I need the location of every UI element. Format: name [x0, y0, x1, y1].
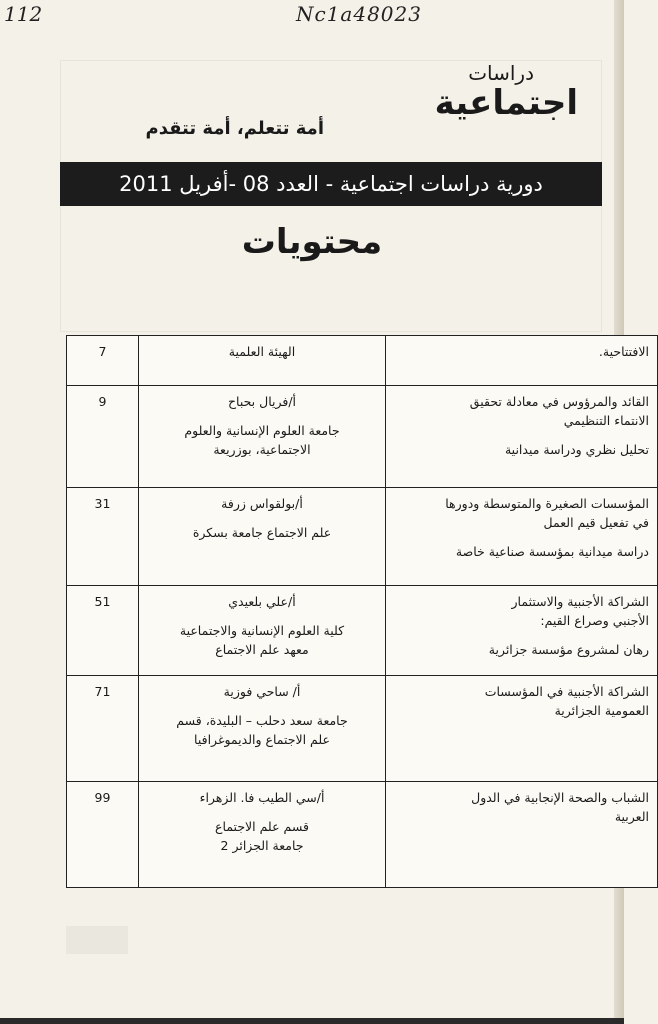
article-title-line: العمومية الجزائرية	[554, 703, 649, 718]
author-affiliation: الاجتماعية، بوزريعة	[213, 442, 311, 457]
table-row	[67, 676, 658, 782]
author-cell	[139, 676, 386, 782]
article-title-line: الأجنبي وصراع القيم:	[540, 613, 649, 628]
page-number: 71	[67, 676, 139, 782]
author-affiliation: معهد علم الاجتماع	[215, 642, 309, 657]
article-title-line: المؤسسات الصغيرة والمتوسطة ودورها	[445, 496, 649, 511]
page-bottom-edge	[0, 1018, 624, 1024]
article-title-line: الشراكة الأجنبية والاستثمار	[511, 594, 649, 609]
author-cell	[139, 488, 386, 586]
page-number: 9	[67, 386, 139, 488]
table-row	[67, 386, 658, 488]
handwritten-page-mark: 112	[4, 2, 43, 26]
issue-banner-text: دورية دراسات اجتماعية - العدد 08 -أفريل 2011	[119, 172, 543, 196]
page-number: 51	[67, 586, 139, 676]
article-title-cell	[386, 488, 658, 586]
author-affiliation: جامعة الجزائر 2	[220, 838, 304, 853]
article-title-cell	[386, 386, 658, 488]
author-affiliation: جامعة العلوم الإنسانية والعلوم	[184, 423, 340, 438]
author-affiliation: جامعة سعد دحلب – البليدة، قسم	[176, 713, 348, 728]
table-row	[67, 336, 658, 386]
author-name: أ/ ساحي فوزية	[223, 684, 301, 699]
handwritten-catalog-code: Nc1a48023	[296, 2, 422, 26]
table-row	[67, 488, 658, 586]
article-subtitle: دراسة ميدانية بمؤسسة صناعية خاصة	[455, 544, 649, 559]
article-title-cell	[386, 676, 658, 782]
author-affiliation: كلية العلوم الإنسانية والاجتماعية	[179, 623, 345, 638]
issue-banner	[60, 162, 602, 206]
author-name: أ/سي الطيب فا. الزهراء	[199, 790, 325, 805]
page-number: 31	[67, 488, 139, 586]
article-title-line: في تفعيل قيم العمل	[543, 515, 649, 530]
logo-small-text: دراسات	[468, 61, 534, 85]
logo-big-text: اجتماعية	[434, 83, 578, 123]
contents-title: محتويات	[241, 222, 383, 262]
article-title-cell	[386, 782, 658, 888]
article-title-cell	[386, 586, 658, 676]
author-cell	[139, 336, 386, 386]
article-title-line: الافتتاحية.	[598, 344, 649, 359]
author-affiliation: قسم علم الاجتماع	[215, 819, 309, 834]
author-affiliation: علم الاجتماع والديموغرافيا	[194, 732, 330, 747]
page-number: 99	[67, 782, 139, 888]
author-name: أ/فريال بحباح	[227, 394, 297, 409]
table-row	[67, 586, 658, 676]
article-title-line: الانتماء التنظيمي	[563, 413, 649, 428]
article-title-line: القائد والمرؤوس في معادلة تحقيق	[469, 394, 649, 409]
page-number: 7	[67, 336, 139, 386]
author-affiliation: علم الاجتماع جامعة بسكرة	[192, 525, 332, 540]
author-name: الهيئة العلمية	[228, 344, 296, 359]
article-title-line: الشباب والصحة الإنجابية في الدول	[471, 790, 649, 805]
article-title-line: العربية	[614, 809, 649, 824]
author-name: أ/بولقواس زرفة	[221, 496, 303, 511]
author-cell	[139, 782, 386, 888]
author-cell	[139, 386, 386, 488]
author-name: أ/علي بلعيدي	[228, 594, 296, 609]
author-cell	[139, 586, 386, 676]
faded-stamp	[66, 926, 128, 954]
journal-logo	[435, 62, 578, 122]
table-row	[67, 782, 658, 888]
article-subtitle: تحليل نظري ودراسة ميدانية	[504, 442, 649, 457]
slogan: أمة تتعلم، أمة تتقدم	[145, 118, 324, 139]
table-of-contents	[66, 335, 658, 888]
article-title-cell	[386, 336, 658, 386]
article-subtitle: رهان لمشروع مؤسسة جزائرية	[488, 642, 649, 657]
article-title-line: الشراكة الأجنبية في المؤسسات	[484, 684, 649, 699]
